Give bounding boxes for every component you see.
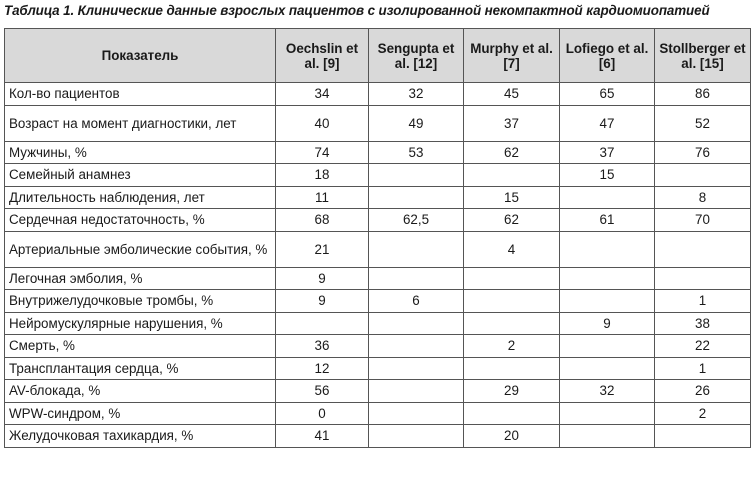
table-cell <box>369 164 464 187</box>
table-cell: 62 <box>464 141 560 164</box>
table-cell: 21 <box>276 231 369 267</box>
table-cell <box>464 312 560 335</box>
table-row <box>5 231 751 267</box>
table-cell: 18 <box>276 164 369 187</box>
table-row <box>5 380 751 403</box>
table-cell <box>560 231 655 267</box>
table-cell: 65 <box>560 83 655 106</box>
table-cell: 62 <box>464 209 560 232</box>
table-cell <box>464 357 560 380</box>
table-cell: 41 <box>276 425 369 448</box>
table-cell <box>560 290 655 313</box>
table-cell: 32 <box>369 83 464 106</box>
table-row <box>5 425 751 448</box>
row-label: Легочная эмболия, % <box>5 267 276 290</box>
table-cell: 34 <box>276 83 369 106</box>
table-cell <box>369 357 464 380</box>
table-cell <box>560 267 655 290</box>
table-cell: 37 <box>464 105 560 141</box>
row-label: Кол-во пациентов <box>5 83 276 106</box>
table-cell: 9 <box>560 312 655 335</box>
table-cell <box>560 357 655 380</box>
header-row <box>5 29 751 83</box>
table-cell <box>464 402 560 425</box>
table-row <box>5 267 751 290</box>
column-header-lofiego: Lofiego et al. [6] <box>560 29 655 83</box>
column-header-oechslin: Oechslin et al. [9] <box>276 29 369 83</box>
table-cell: 38 <box>655 312 751 335</box>
table-cell: 47 <box>560 105 655 141</box>
row-label: Внутрижелудочковые тромбы, % <box>5 290 276 313</box>
table-cell: 11 <box>276 186 369 209</box>
table-cell <box>369 312 464 335</box>
table-cell <box>369 380 464 403</box>
table-cell <box>560 425 655 448</box>
table-cell: 56 <box>276 380 369 403</box>
table-cell: 2 <box>464 335 560 358</box>
table-cell: 68 <box>276 209 369 232</box>
row-label: WPW-синдром, % <box>5 402 276 425</box>
table-cell <box>655 267 751 290</box>
table-cell <box>369 186 464 209</box>
table-row <box>5 186 751 209</box>
row-label: Семейный анамнез <box>5 164 276 187</box>
table-cell: 8 <box>655 186 751 209</box>
table-cell: 76 <box>655 141 751 164</box>
table-cell: 9 <box>276 290 369 313</box>
table-row <box>5 312 751 335</box>
table-cell: 1 <box>655 290 751 313</box>
table-row <box>5 335 751 358</box>
table-cell: 4 <box>464 231 560 267</box>
row-label: Мужчины, % <box>5 141 276 164</box>
table-cell <box>369 267 464 290</box>
table-cell: 74 <box>276 141 369 164</box>
table-cell: 1 <box>655 357 751 380</box>
table-cell: 70 <box>655 209 751 232</box>
table-cell: 12 <box>276 357 369 380</box>
table-cell: 15 <box>560 164 655 187</box>
table-cell: 20 <box>464 425 560 448</box>
column-header-indicator: Показатель <box>5 29 276 83</box>
table-cell: 32 <box>560 380 655 403</box>
column-header-sengupta: Sengupta et al. [12] <box>369 29 464 83</box>
table-cell <box>655 425 751 448</box>
table-cell <box>369 231 464 267</box>
table-cell: 86 <box>655 83 751 106</box>
row-label: Сердечная недостаточность, % <box>5 209 276 232</box>
table-row <box>5 83 751 106</box>
table-cell: 9 <box>276 267 369 290</box>
table-cell: 22 <box>655 335 751 358</box>
row-label: AV-блокада, % <box>5 380 276 403</box>
table-row <box>5 209 751 232</box>
table-cell: 45 <box>464 83 560 106</box>
table-cell: 6 <box>369 290 464 313</box>
table-cell <box>655 231 751 267</box>
table-cell <box>655 164 751 187</box>
column-header-murphy: Murphy et al. [7] <box>464 29 560 83</box>
table-cell <box>464 267 560 290</box>
table-cell: 0 <box>276 402 369 425</box>
table-cell: 29 <box>464 380 560 403</box>
table-cell: 62,5 <box>369 209 464 232</box>
table-cell <box>276 312 369 335</box>
table-cell <box>560 335 655 358</box>
row-label: Нейромускулярные нарушения, % <box>5 312 276 335</box>
table-cell: 52 <box>655 105 751 141</box>
table-cell: 37 <box>560 141 655 164</box>
table-row <box>5 402 751 425</box>
table-cell: 15 <box>464 186 560 209</box>
table-cell: 40 <box>276 105 369 141</box>
table-row <box>5 105 751 141</box>
row-label: Артериальные эмболические события, % <box>5 231 276 267</box>
table-cell <box>464 290 560 313</box>
table-cell <box>369 335 464 358</box>
table-cell <box>369 402 464 425</box>
table-cell: 26 <box>655 380 751 403</box>
table-cell: 36 <box>276 335 369 358</box>
table-caption: Таблица 1. Клинические данные взрослых пациентов с изолированной некомпактной кардиомиопатией <box>4 3 710 18</box>
table-row <box>5 357 751 380</box>
row-label: Желудочковая тахикардия, % <box>5 425 276 448</box>
table-cell: 53 <box>369 141 464 164</box>
table-cell <box>560 186 655 209</box>
row-label: Смерть, % <box>5 335 276 358</box>
table-cell: 2 <box>655 402 751 425</box>
clinical-data-table <box>4 28 751 448</box>
table-cell: 49 <box>369 105 464 141</box>
table-cell <box>464 164 560 187</box>
table-row <box>5 290 751 313</box>
row-label: Длительность наблюдения, лет <box>5 186 276 209</box>
row-label: Возраст на момент диагностики, лет <box>5 105 276 141</box>
table-row <box>5 164 751 187</box>
table-row <box>5 141 751 164</box>
table-cell: 61 <box>560 209 655 232</box>
column-header-stollberger: Stollberger et al. [15] <box>655 29 751 83</box>
row-label: Трансплантация сердца, % <box>5 357 276 380</box>
table-cell <box>369 425 464 448</box>
table-cell <box>560 402 655 425</box>
